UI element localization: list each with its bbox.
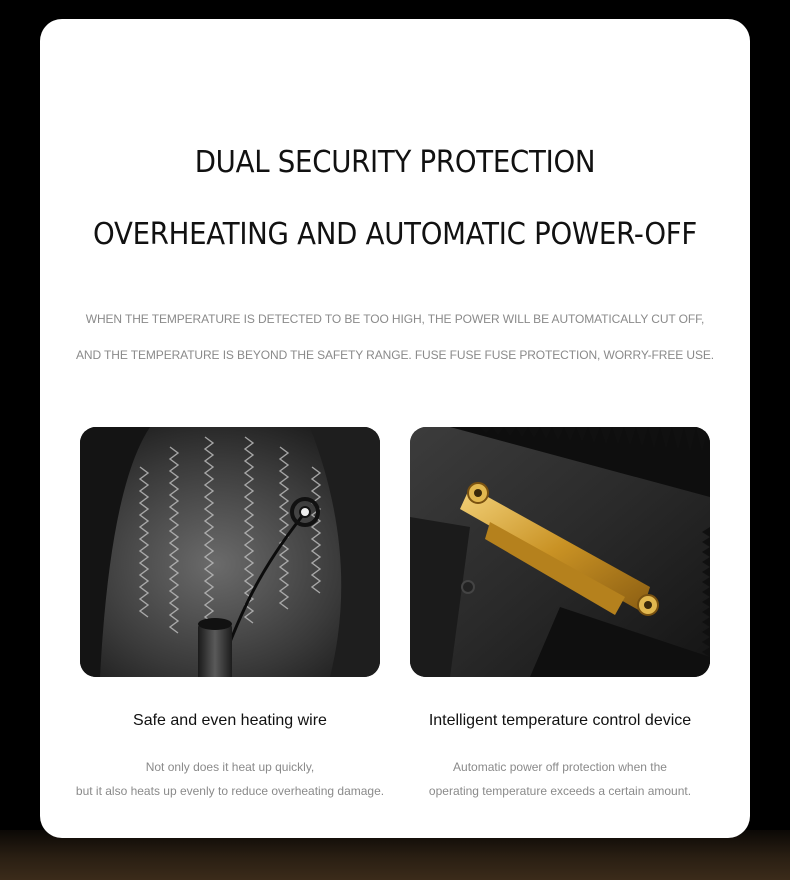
page-subtitle: OVERHEATING AND AUTOMATIC POWER-OFF <box>92 217 697 252</box>
heating-wire-photo <box>80 427 380 677</box>
feature-text-temperature-control <box>390 755 730 803</box>
description-line-2: AND THE TEMPERATURE IS BEYOND THE SAFETY RANGE. FUSE FUSE FUSE PROTECTION, WORRY-FREE USE. <box>76 348 714 362</box>
temperature-control-photo <box>410 427 710 677</box>
feature-text-line: but it also heats up evenly to reduce overheating damage. <box>75 784 385 798</box>
feature-title-temperature-control: Intelligent temperature control device <box>428 712 692 729</box>
description-line-1: WHEN THE TEMPERATURE IS DETECTED TO BE TOO HIGH, THE POWER WILL BE AUTOMATICALLY CUT OFF, <box>85 312 705 326</box>
feature-text-line: operating temperature exceeds a certain amount. <box>428 784 692 798</box>
feature-text-line: Automatic power off protection when the <box>453 760 667 774</box>
feature-text-heating-wire <box>60 755 400 803</box>
content-card <box>40 19 750 838</box>
feature-text-line: Not only does it heat up quickly, <box>145 760 315 774</box>
page-title: DUAL SECURITY PROTECTION <box>194 145 596 180</box>
feature-title-heating-wire: Safe and even heating wire <box>133 712 327 729</box>
